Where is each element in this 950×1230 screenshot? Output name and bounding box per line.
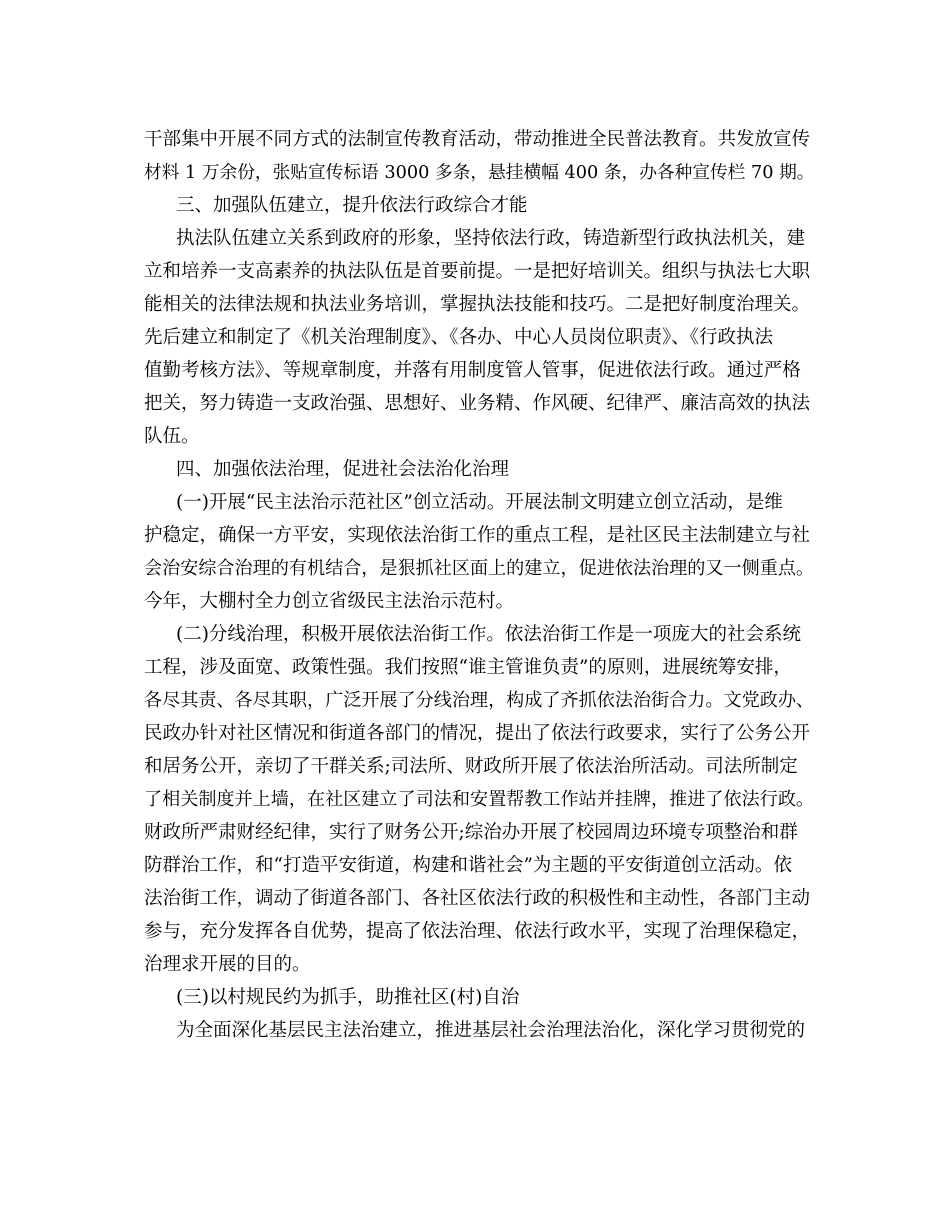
body-text-line: 把关，努力铸造一支政治强、思想好、业务精、作风硬、纪律严、廉洁高效的执法 bbox=[144, 393, 811, 414]
body-text-line: 民政办针对社区情况和街道各部门的情况，提出了依法行政要求，实行了公务公开 bbox=[144, 723, 811, 744]
body-text-line: 立和培养一支高素养的执法队伍是首要前提。一是把好培训关。组织与执法七大职 bbox=[144, 261, 811, 282]
body-text-line: 财政所严肃财经纪律，实行了财务公开;综治办开展了校园周边环境专项整治和群 bbox=[144, 822, 798, 843]
body-text-line: 会治安综合治理的有机结合，是狠抓社区面上的建立，促进依法治理的又一侧重点。 bbox=[144, 558, 815, 579]
body-text-line: 护稳定，确保一方平安，实现依法治街工作的重点工程，是社区民主法制建立与社 bbox=[144, 525, 811, 546]
body-text-line: 先后建立和制定了《机关治理制度》、《各办、中心人员岗位职责》、《行政执法 bbox=[144, 327, 774, 348]
body-text-line: 执法队伍建立关系到政府的形象，坚持依法行政，铸造新型行政执法机关，建 bbox=[176, 228, 806, 249]
body-text-line: 能相关的法律法规和执法业务培训，掌握执法技能和技巧。二是把好制度治理关。 bbox=[144, 294, 811, 315]
body-text-line: (一)开展“民主法治示范社区”创立活动。开展法制文明建立创立活动，是维 bbox=[176, 492, 783, 513]
subsection-heading-3: (三)以村规民约为抓手，助推社区(村)自治 bbox=[176, 987, 520, 1008]
body-text-line: 和居务公开，亲切了干群关系;司法所、财政所开展了依法治所活动。司法所制定 bbox=[144, 756, 798, 777]
section-heading-3: 三、加强队伍建立，提升依法行政综合才能 bbox=[176, 195, 528, 216]
body-text-line: 各尽其责、各尽其职，广泛开展了分线治理，构成了齐抓依法治街合力。文党政办、 bbox=[144, 690, 815, 711]
body-text-line: (二)分线治理，积极开展依法治街工作。依法治街工作是一项庞大的社会系统 bbox=[176, 624, 801, 645]
body-text-line: 治理求开展的目的。 bbox=[144, 954, 311, 975]
body-text-line: 工程，涉及面宽、政策性强。我们按照“谁主管谁负责”的原则，进展统筹安排， bbox=[144, 657, 792, 678]
body-text-line: 参与，充分发挥各自优势，提高了依法治理、依法行政水平，实现了治理保稳定， bbox=[144, 921, 811, 942]
body-text-line: 防群治工作，和“打造平安街道，构建和谐社会”为主题的平安街道创立活动。依 bbox=[144, 855, 792, 876]
body-text-line: 材料 1 万余份，张贴宣传标语 3000 多条，悬挂横幅 400 条，办各种宣传栏 70 期。 bbox=[144, 163, 815, 183]
section-heading-4: 四、加强依法治理，促进社会法治化治理 bbox=[176, 459, 510, 480]
body-text-line: 值勤考核方法》、等规章制度，并落有用制度管人管事，促进依法行政。通过严格 bbox=[144, 360, 801, 381]
body-text-line: 了相关制度并上墙，在社区建立了司法和安置帮教工作站并挂牌，推进了依法行政。 bbox=[144, 789, 815, 810]
body-text-line: 干部集中开展不同方式的法制宣传教育活动，带动推进全民普法教育。共发放宣传 bbox=[144, 129, 811, 150]
body-text-line: 今年，大棚村全力创立省级民主法治示范村。 bbox=[144, 591, 515, 612]
body-text-line: 队伍。 bbox=[144, 426, 200, 447]
body-text-line: 为全面深化基层民主法治建立，推进基层社会治理法治化，深化学习贯彻党的 bbox=[176, 1020, 806, 1041]
body-text-line: 法治街工作，调动了街道各部门、各社区依法行政的积极性和主动性，各部门主动 bbox=[144, 888, 811, 909]
